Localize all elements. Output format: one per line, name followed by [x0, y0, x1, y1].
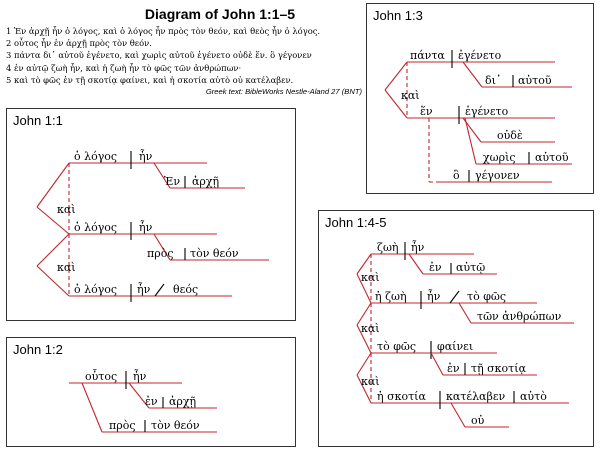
word: αὐτῷ — [456, 261, 486, 274]
word: τὸν θεόν — [151, 419, 200, 432]
word: θεός — [173, 283, 199, 296]
verse-1: 1 Ἐν ἀρχῇ ἦν ὁ λόγος, καὶ ὁ λόγος ἦν πρὸς τὸν θεόν, καὶ θεὸς ἦν ὁ λόγος. — [6, 26, 321, 36]
john-1-4-5-diagram — [319, 211, 595, 448]
word: ὁ λόγος — [74, 221, 118, 234]
word: ἡ σκοτία — [377, 390, 426, 403]
word: ἦν — [133, 370, 147, 383]
word: πρὸς — [147, 247, 174, 260]
diagram-john-1-2 — [6, 337, 296, 447]
word: ὃ — [453, 169, 460, 182]
word: οὐδὲ — [497, 129, 523, 142]
word: καὶ — [57, 203, 76, 216]
word: ἦν — [137, 283, 151, 296]
word: δι᾽ — [485, 74, 502, 87]
word: τῇ σκοτίᾳ — [471, 362, 527, 375]
box-title: John 1:3 — [373, 8, 423, 23]
word: ὁ λόγος — [74, 150, 118, 163]
word: ἦν — [139, 221, 153, 234]
word: ζωὴ — [377, 241, 399, 254]
word: Ἐν — [164, 175, 181, 188]
word: φαίνει — [437, 340, 474, 353]
word: ἐν — [429, 261, 442, 274]
word: κατέλαβεν — [446, 390, 506, 403]
diagram-john-1-3 — [366, 3, 594, 194]
verse-5: 5 καὶ τὸ φῶς ἐν τῇ σκοτίᾳ φαίνει, καὶ ἡ σκοτία αὐτὸ οὐ κατέλαβεν. — [6, 74, 294, 85]
verse-3: 3 πάντα δι᾽ αὐτοῦ ἐγένετο, καὶ χωρὶς αὐτοῦ ἐγένετο οὐδὲ ἕν. ὃ γέγονεν — [6, 50, 312, 61]
word: πρὸς — [109, 419, 136, 432]
word: ἀρχῇ — [192, 175, 220, 188]
john-1-3-diagram — [367, 4, 595, 195]
word: αὐτοῦ — [518, 74, 552, 87]
word: αὐτοῦ — [535, 151, 569, 164]
word: πάντα — [410, 49, 445, 62]
word: ἐγένετο — [458, 49, 502, 62]
word: καὶ — [361, 375, 380, 388]
diagram-john-1-1 — [6, 108, 296, 321]
word: ἦν — [411, 241, 425, 254]
source-note: Greek text: BibleWorks Nestle-Aland 27 (BNT) — [205, 87, 362, 96]
box-title: John 1:2 — [13, 342, 63, 357]
word: τῶν ἀνθρώπων — [477, 310, 562, 323]
word: ἦν — [427, 290, 441, 303]
word: ἕν — [420, 105, 433, 118]
word: οὗτος — [85, 370, 118, 383]
word: καὶ — [361, 322, 380, 335]
word: αὐτὸ — [520, 390, 547, 403]
greek-text — [6, 25, 366, 86]
box-title: John 1:1 — [13, 113, 63, 128]
word: ὁ λόγος — [74, 283, 118, 296]
word: καὶ — [361, 271, 380, 284]
verse-4: 4 ἐν αὐτῷ ζωὴ ἦν, καὶ ἡ ζωὴ ἦν τὸ φῶς τῶν ἀνθρώπων· — [6, 62, 242, 73]
word: καὶ — [401, 89, 420, 102]
word: χωρὶς — [483, 151, 516, 164]
word: ἦν — [139, 150, 153, 163]
box-title: John 1:4-5 — [325, 215, 387, 230]
page-title: Diagram of John 1:1–5 — [144, 6, 296, 22]
word: ἐν — [145, 395, 158, 408]
word: τὸ φῶς — [467, 290, 507, 303]
word: τὸν θεόν — [190, 247, 239, 260]
word: ἐγένετο — [465, 105, 509, 118]
word: ἐν — [447, 362, 460, 375]
word: ἀρχῇ — [169, 395, 197, 408]
john-1-1-diagram — [7, 109, 297, 322]
word: τὸ φῶς — [377, 340, 417, 353]
diagram-john-1-4-5 — [318, 210, 594, 447]
word: ἡ ζωὴ — [375, 290, 407, 303]
verse-2: 2 οὗτος ἦν ἐν ἀρχῇ πρὸς τὸν θεόν. — [6, 38, 152, 49]
word: οὐ — [471, 414, 485, 427]
john-1-2-diagram — [7, 338, 297, 448]
word: καὶ — [57, 261, 76, 274]
word: γέγονεν — [475, 169, 520, 182]
